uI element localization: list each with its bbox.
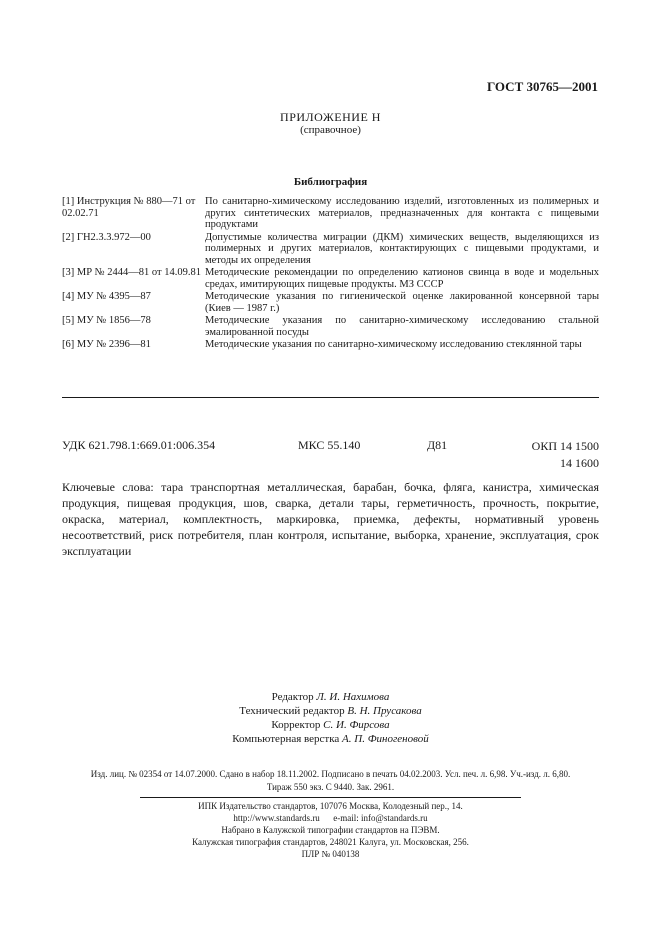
bibliography-entry [62, 232, 599, 267]
imprint-line: Изд. лиц. № 02354 от 14.07.2000. Сдано в набор 18.11.2002. Подписано в печать 04.02.2003. Усл. печ. л. 6,98. Уч.-изд. л. 6,80. [90, 769, 571, 779]
bibliography-desc: Методические рекомендации по определению катионов свинца в воде и модельных средах, имитирующих пищевые продукты. МЗ СССР [205, 267, 599, 290]
print-imprint [62, 768, 599, 794]
bibliography-entry [62, 196, 599, 231]
bibliography-desc: По санитарно-химическому исследованию изделий, изготовленных из полимерных и других синтетических материалов, предназначенных для контакта с пищевыми продуктами [205, 196, 599, 230]
bibliography-desc: Допустимые количества миграции (ДКМ) химических веществ, выделяющихся из полимерных и других материалов, контактирующих с пищевыми продуктами, и методы их определения [205, 231, 599, 266]
bibliography-entry [62, 267, 599, 290]
okp-codes [532, 438, 599, 472]
staff-name: А. П. Финогеновой [342, 733, 429, 745]
publisher-line: ПЛР № 040138 [301, 849, 360, 859]
bibliography-desc: Методические указания по гигиенической оценке лакированной консервной тары (Киев — 1987 г.) [205, 291, 599, 314]
appendix-title: ПРИЛОЖЕНИЕ Н [280, 110, 381, 124]
appendix-subtitle: (справочное) [300, 124, 361, 136]
publisher-line: Набрано в Калужской типографии стандартов на ПЭВМ. [221, 825, 440, 835]
mks-code: МКС 55.140 [298, 438, 361, 452]
staff-line [0, 718, 661, 732]
imprint-line: Тираж 550 экз. С 9440. Зак. 2961. [266, 782, 395, 792]
staff-name: С. И. Фирсова [323, 719, 390, 731]
standard-number: ГОСТ 30765—2001 [486, 79, 598, 94]
bibliography-ref: [5] МУ № 1856—78 [62, 315, 151, 326]
staff-line [0, 704, 661, 718]
bibliography-entry [62, 291, 599, 314]
staff-role: Компьютерная верстка [232, 733, 340, 745]
staff-role: Технический редактор [239, 705, 345, 717]
bibliography-ref: [1] Инструкция № 880—71 от 02.02.71 [62, 196, 196, 219]
staff-role: Редактор [271, 691, 314, 703]
bibliography-desc: Методические указания по санитарно-химическому исследованию стальной эмалированной посуды [205, 315, 599, 338]
staff-line [0, 732, 661, 746]
udk-code: УДК 621.798.1:669.01:006.354 [62, 438, 216, 452]
publisher-line: ИПК Издательство стандартов, 107076 Москва, Колодезный пер., 14. [198, 801, 463, 811]
publisher-info [0, 800, 661, 860]
imprint-divider [140, 797, 521, 798]
bibliography-list [62, 196, 599, 352]
bibliography-ref: [2] ГН2.3.3.972—00 [62, 231, 151, 243]
bibliography-title: Библиография [293, 176, 368, 188]
publisher-line: http://www.standards.ru e-mail: info@standards.ru [233, 813, 428, 823]
okp-code-2: 14 1600 [560, 456, 599, 470]
publisher-line: Калужская типография стандартов, 248021 Калуга, ул. Московская, 256. [192, 837, 469, 847]
bibliography-ref: [6] МУ № 2396—81 [62, 339, 151, 350]
section-divider [62, 397, 599, 398]
keywords-paragraph: Ключевые слова: тара транспортная металлическая, барабан, бочка, фляга, канистра, химическая продукция, пищевая продукция, шов, сварка, детали тары, герметичность, прочность, покрытие, окраска, материал, комплектность, маркировка, приемка, дефекты, нормативный уровень несоответствий, риск потребителя, план контроля, испытание, выборка, хранение, эксплуатация, срок эксплуатации [62, 480, 599, 558]
bibliography-ref: [4] МУ № 4395—87 [62, 291, 151, 302]
staff-name: Л. И. Нахимова [316, 691, 390, 703]
bibliography-entry [62, 339, 599, 351]
bibliography-desc: Методические указания по санитарно-химическому исследованию стеклянной тары [205, 339, 582, 350]
staff-credits [0, 690, 661, 746]
okp-code-1: ОКП 14 1500 [531, 439, 599, 453]
group-code: Д81 [427, 438, 448, 452]
bibliography-ref: [3] МР № 2444—81 от 14.09.81 [62, 267, 202, 278]
staff-line [0, 690, 661, 704]
bibliography-entry [62, 315, 599, 338]
staff-name: В. Н. Прусакова [347, 705, 422, 717]
staff-role: Корректор [271, 719, 321, 731]
